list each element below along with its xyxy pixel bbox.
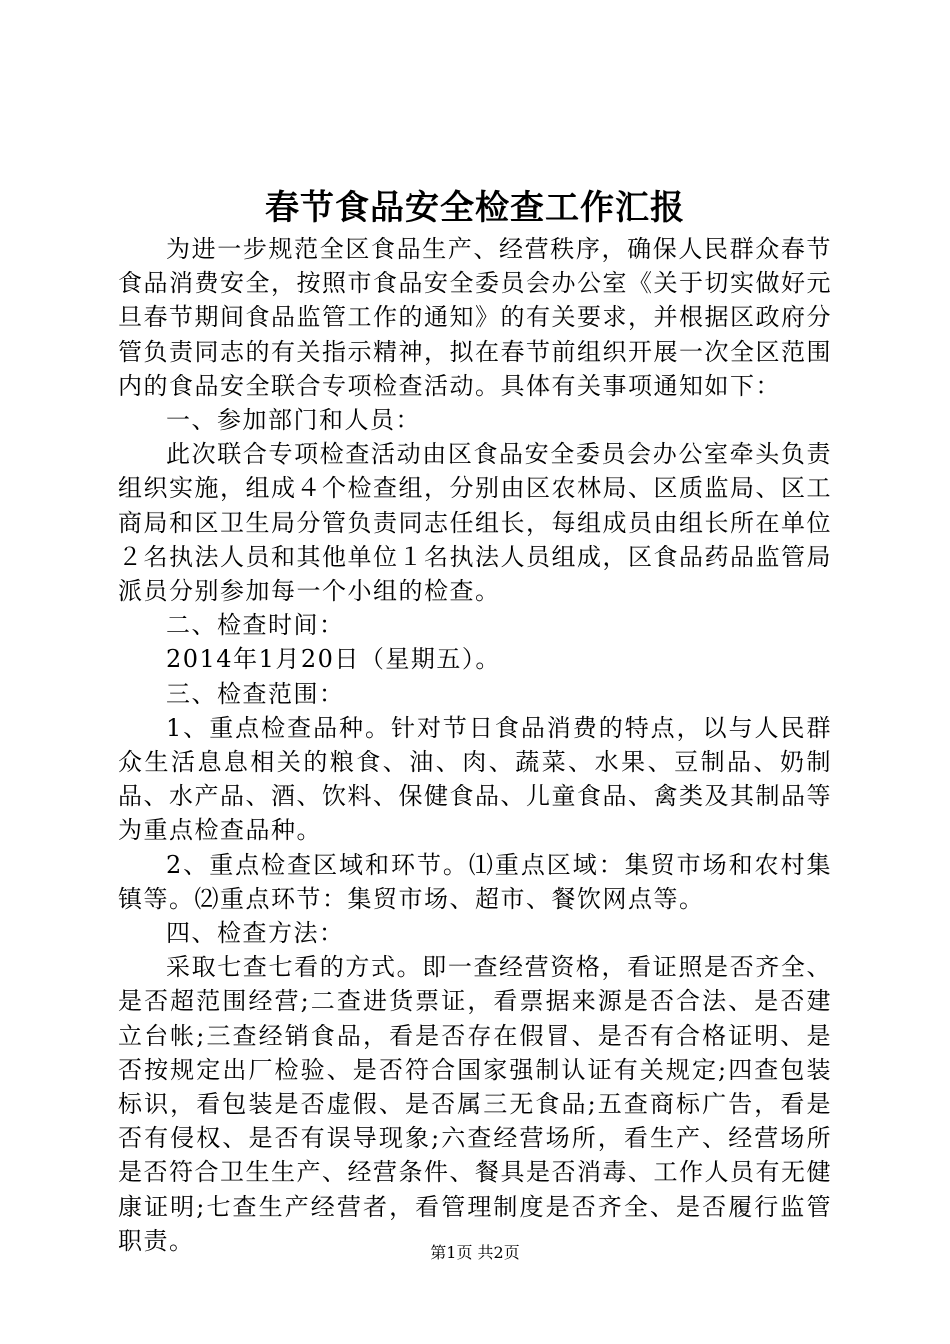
document-title: 春节食品安全检查工作汇报 <box>265 188 685 228</box>
section-heading-scope: 三、检查范围： <box>166 679 345 708</box>
paragraph-intro: 为进一步规范全区食品生产、经营秩序，确保人民群众春节食品消费安全，按照市食品安全委员会办公室《关于切实做好元旦春节期间食品监管工作的通知》的有关要求，并根据区政府分管负责同志的有关指示精神，拟在春节前组织开展一次全区范围内的食品安全联合专项检查活动。具体有关事项通知如下： <box>118 235 832 400</box>
paragraph-time: 2014年1月20日（星期五）。 <box>166 645 501 674</box>
paragraph-participants: 此次联合专项检查活动由区食品安全委员会办公室牵头负责组织实施，组成４个检查组，分别由区农林局、区质监局、区工商局和区卫生局分管负责同志任组长，每组成员由组长所在单位２名执法人员和其他单位１名执法人员组成，区食品药品监管局派员分别参加每一个小组的检查。 <box>118 440 832 606</box>
page-number-footer: 第1页 共2页 <box>430 1243 520 1262</box>
paragraph-scope-areas: 2、重点检查区域和环节。⑴重点区域：集贸市场和农村集镇等。⑵重点环节：集贸市场、超市、餐饮网点等。 <box>118 850 832 913</box>
section-heading-time: 二、检查时间： <box>166 611 345 640</box>
document-body <box>118 232 832 1258</box>
section-heading-method: 四、检查方法： <box>166 919 345 948</box>
paragraph-method: 采取七查七看的方式。即一查经营资格，看证照是否齐全、是否超范围经营;二查进货票证，看票据来源是否合法、是否建立台帐;三查经销食品，看是否存在假冒、是否有合格证明、是否按规定出厂检验、是否符合国家强制认证有关规定;四查包装标识，看包装是否虚假、是否属三无食品;五查商标广告，看是否有侵权、是否有误导现象;六查经营场所，看生产、经营场所是否符合卫生生产、经营条件、餐具是否消毒、工作人员有无健康证明;七查生产经营者，看管理制度是否齐全、是否履行监管职责。 <box>118 953 832 1255</box>
section-heading-participants: 一、参加部门和人员： <box>166 406 421 435</box>
paragraph-scope-products: 1、重点检查品种。针对节日食品消费的特点，以与人民群众生活息息相关的粮食、油、肉、蔬菜、水果、豆制品、奶制品、水产品、酒、饮料、保健食品、儿童食品、禽类及其制品等为重点检查品种。 <box>118 713 832 845</box>
